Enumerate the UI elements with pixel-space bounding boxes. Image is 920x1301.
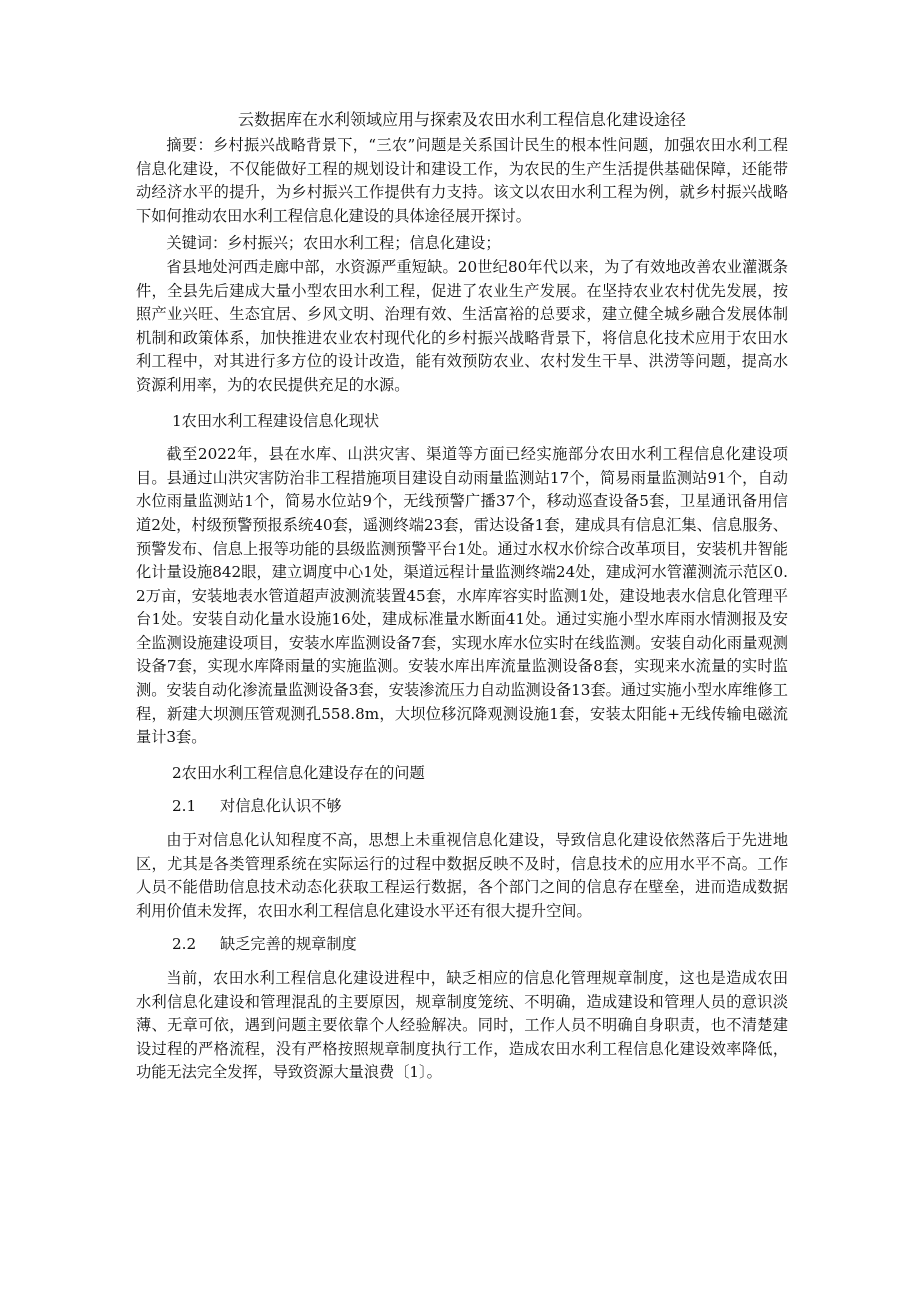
document-title: 云数据库在水利领域应用与探索及农田水利工程信息化建设途径	[237, 110, 686, 129]
section-2-heading: 2农田水利工程信息化建设存在的问题	[172, 763, 425, 782]
subsection-2-1-number: 2.1	[172, 797, 197, 816]
subsection-2-2-number: 2.2	[172, 935, 197, 954]
abstract-paragraph: 摘要：乡村振兴战略背景下，“三农”问题是关系国计民生的根本性问题，加强农田水利工程信息化建设，不仅能做好工程的规划设计和建设工作，为农民的生产生活提供基础保障，还能带动经济水平的提升，为乡村振兴工作提供有力支持。该文以农田水利工程为例，就乡村振兴战略下如何推动农田水利工程信息化建设的具体途径展开探讨。	[136, 136, 788, 225]
subsection-2-1-title: 对信息化认识不够	[220, 797, 342, 816]
intro-paragraph: 省县地处河西走廊中部，水资源严重短缺。20世纪80年代以来，为了有效地改善农业灌溉条件，全县先后建成大量小型农田水利工程，促进了农业生产发展。在坚持农业农村优先发展，按照产业兴旺、生态宜居、乡风文明、治理有效、生活富裕的总要求，建立健全城乡融合发展体制机制和政策体系，加快推进农业农村现代化的乡村振兴战略背景下，将信息化技术应用于农田水利工程中，对其进行多方位的设计改造，能有效预防农业、农村发生干旱、洪涝等问题，提高水资源利用率，为的农民提供充足的水源。	[136, 257, 788, 394]
subsection-2-1-body: 由于对信息化认知程度不高，思想上未重视信息化建设，导致信息化建设依然落后于先进地区，尤其是各类管理系统在实际运行的过程中数据反映不及时，信息技术的应用水平不高。工作人员不能借助信息技术动态化获取工程运行数据，各个部门之间的信息存在壁垒，进而造成数据利用价值未发挥，农田水利工程信息化建设水平还有很大提升空间。	[136, 831, 788, 920]
subsection-2-2-title: 缺乏完善的规章制度	[220, 935, 357, 954]
section-1-heading: 1农田水利工程建设信息化现状	[172, 411, 380, 430]
keywords-paragraph: 关键词：乡村振兴；农田水利工程；信息化建设；	[166, 234, 501, 253]
subsection-2-1-heading	[136, 795, 788, 819]
subsection-2-2-body: 当前，农田水利工程信息化建设进程中，缺乏相应的信息化管理规章制度，这也是造成农田水利信息化建设和管理混乱的主要原因，规章制度笼统、不明确，造成建设和管理人员的意识淡薄、无章可依，遇到问题主要依靠个人经验解决。同时，工作人员不明确自身职责，也不清楚建设过程的严格流程，没有严格按照规章制度执行工作，造成农田水利工程信息化建设效率降低，功能无法完全发挥，导致资源大量浪费〔1〕。	[136, 969, 788, 1082]
subsection-2-2-heading	[136, 933, 788, 957]
section-1-body: 截至2022年，县在水库、山洪灾害、渠道等方面已经实施部分农田水利工程信息化建设项目。县通过山洪灾害防治非工程措施项目建设自动雨量监测站17个，简易雨量监测站91个，自动水位雨量监测站1个，简易水位站9个，无线预警广播37个，移动巡查设备5套，卫星通讯备用信道2处，村级预警预报系统40套，遥测终端23套，雷达设备1套，建成具有信息汇集、信息服务、预警发布、信息上报等功能的县级监测预警平台1处。通过水权水价综合改革项目，安装机井智能化计量设施842眼，建立调度中心1处，渠道远程计量监测终端24处，建成河水管灌测流示范区0.2万亩，安装地表水管道超声波测流装置45套，水库库容实时监测1处，建设地表水信息化管理平台1处。安装自动化量水设施16处，建成标准量水断面41处。通过实施小型水库雨水情测报及安全监测设施建设项目，安装水库监测设备7套，实现水库水位实时在线监测。安装自动化雨量观测设备7套，实现水库降雨量的实施监测。安装水库出库流量监测设备8套，实现来水流量的实时监测。安装自动化渗流量监测设备3套，安装渗流压力自动监测设备13套。通过实施小型水库维修工程，新建大坝测压管观测孔558.8m，大坝位移沉降观测设施1套，安装太阳能+无线传输电磁流量计3套。	[136, 445, 788, 747]
